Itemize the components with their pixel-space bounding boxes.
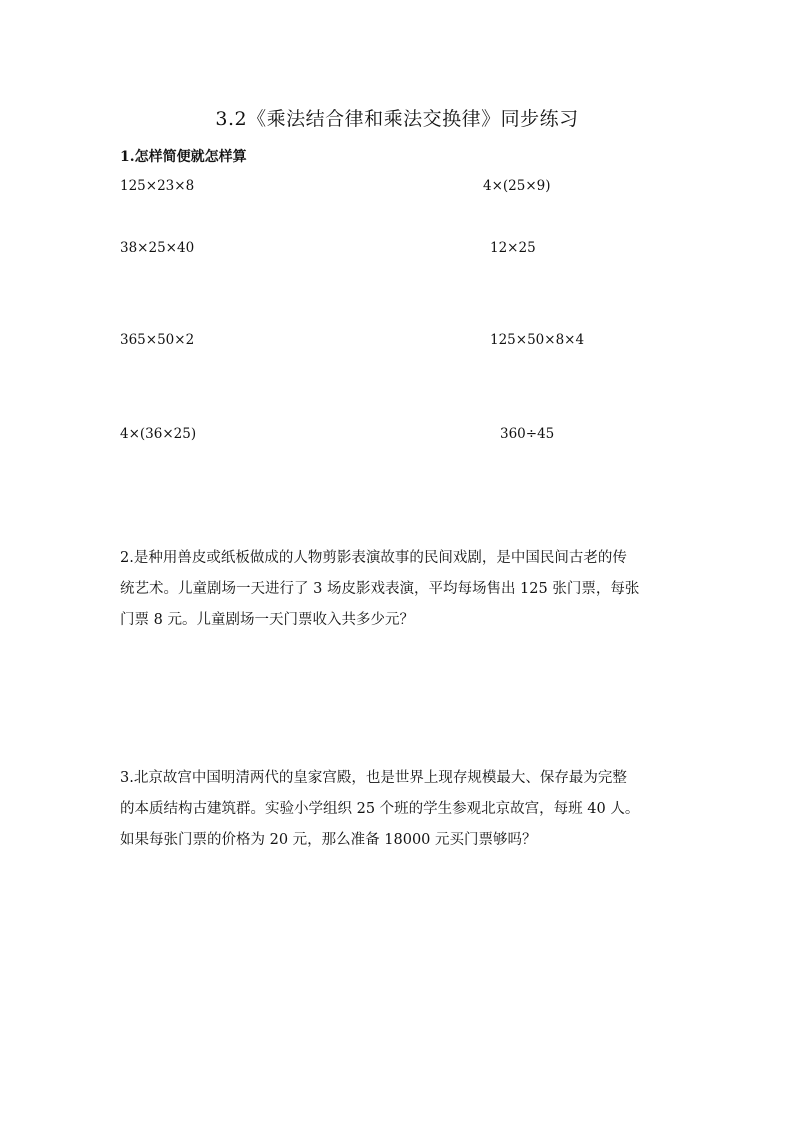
question-3-line: 如果每张门票的价格为 20 元，那么准备 18000 元买门票够吗？ [120, 832, 537, 848]
question-3-line: 的本质结构古建筑群。实验小学组织 25 个班的学生参观北京故宫，每班 40 人。 [120, 801, 640, 817]
question-3-line: 3.北京故宫中国明清两代的皇家宫殿，也是世界上现存规模最大、保存最为完整 [120, 770, 627, 786]
expression-4: 12×25 [490, 240, 536, 256]
question-2-line: 门票 8 元。儿童剧场一天门票收入共多少元？ [120, 612, 414, 628]
expression-7: 4×(36×25) [120, 426, 197, 442]
expression-8: 360÷45 [500, 426, 555, 442]
expression-5: 365×50×2 [120, 332, 195, 348]
expression-2: 4×(25×9) [483, 178, 551, 194]
expression-1: 125×23×8 [120, 178, 195, 194]
question-2 [120, 543, 680, 636]
question-2-line: 统艺术。儿童剧场一天进行了 3 场皮影戏表演，平均每场售出 125 张门票，每张 [120, 581, 640, 597]
question-3 [120, 763, 680, 856]
question-2-line: 2.是种用兽皮或纸板做成的人物剪影表演故事的民间戏剧，是中国民间古老的传 [120, 550, 627, 566]
question-1-heading: 1.怎样简便就怎样算 [120, 149, 247, 165]
page-title: 3.2《乘法结合律和乘法交换律》同步练习 [215, 108, 579, 130]
expression-3: 38×25×40 [120, 240, 195, 256]
expression-6: 125×50×8×4 [490, 332, 585, 348]
